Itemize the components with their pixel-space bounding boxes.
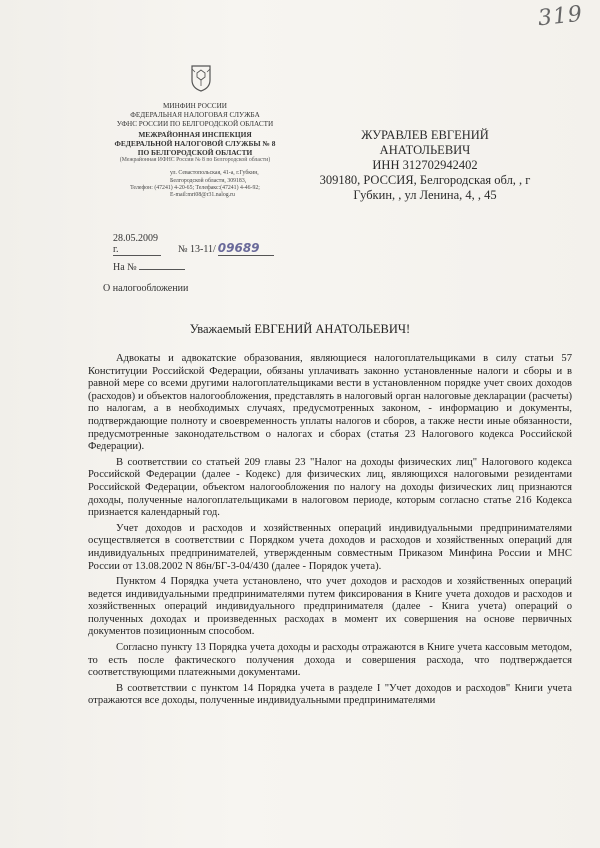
sender-address-region: Белгородской области, 309183, bbox=[170, 177, 247, 184]
body-paragraph: Пунктом 4 Порядка учета установлено, что учет доходов и расходов и хозяйственных операций ведется индивидуальными предпринимателями путем фиксирования в Книге учета доходов и расходов и хозяйственных операций индивидуального предпринимателя (далее - Книга учета) операций о полученных доходах и произведенных расходах в момент их совершения на основе первичных документов позиционным способом. bbox=[88, 576, 572, 638]
handwritten-page-number: 319 bbox=[536, 1, 585, 32]
recipient-surname: ЖУРАВЛЕВ ЕВГЕНИЙ bbox=[361, 128, 489, 142]
sender-phone: Телефон: (47241) 4-20-65; Телефакс:(47241) 4-46-92; bbox=[130, 184, 260, 191]
coat-of-arms-icon bbox=[188, 64, 214, 92]
letter-number-prefix: № 13-11/ bbox=[178, 244, 216, 255]
sender-short-name: (Межрайонная ИФНС России № 8 по Белгородской области) bbox=[119, 157, 271, 164]
letter-greeting: Уважаемый ЕВГЕНИЙ АНАТОЛЬЕВИЧ! bbox=[189, 322, 411, 336]
sender-block bbox=[100, 102, 290, 199]
reference-label: На № bbox=[113, 262, 137, 273]
sender-service: ФЕДЕРАЛЬНАЯ НАЛОГОВАЯ СЛУЖБА bbox=[130, 111, 260, 120]
sender-region: ПО БЕЛГОРОДСКОЙ ОБЛАСТИ bbox=[137, 148, 253, 158]
recipient-inn: ИНН 312702942402 bbox=[372, 158, 478, 172]
sender-inspection: МЕЖРАЙОННАЯ ИНСПЕКЦИЯ bbox=[138, 129, 252, 139]
letter-number-handwritten: 09689 bbox=[218, 241, 274, 256]
body-paragraph: Учет доходов и расходов и хозяйственных операций индивидуальными предпринимателями осуществляется в соответствии с Порядком учета доходов и расходов и хозяйственных операций для индивидуальных предпринимателей, утвержденным совместным Приказом Минфина России и МНС России от 13.08.2002 N 86н/БГ-3-04/430 (далее - Порядок учета). bbox=[88, 522, 572, 572]
letter-subject: О налогообложении bbox=[103, 283, 189, 294]
sender-address-street: ул. Севастопольская, 41-а, г.Губкин, bbox=[170, 170, 259, 177]
sender-email: E-mail:mri08@r31.nalog.ru bbox=[170, 192, 235, 199]
reference-blank bbox=[139, 269, 185, 270]
body-paragraph: Адвокаты и адвокатские образования, являющиеся налогоплательщиками в силу статьи 57 Конституции Российской Федерации, обязаны уплачивать законно установленные налоги и сборы и в равной мере со всеми другими налогоплательщиками вести в установленном порядке учет своих доходов (расходов) и объектов налогообложения, представлять в налоговый орган налоговые декларации (расчеты) по налогам, а в необходимых случаях, предусмотренных законом, - информацию и документы, подтверждающие полноту и своевременность уплаты налогов и сборов, а также нести иные обязанности, предусмотренные законодательством о налогах и сборах (статья 23 Налогового кодекса Российской Федерации). bbox=[88, 353, 572, 453]
recipient-block bbox=[305, 128, 545, 203]
recipient-patronymic: АНАТОЛЬЕВИЧ bbox=[379, 143, 471, 157]
sender-inspection-number: ФЕДЕРАЛЬНОЙ НАЛОГОВОЙ СЛУЖБЫ № 8 bbox=[114, 138, 276, 148]
body-paragraph: В соответствии с пунктом 14 Порядка учета в разделе I "Учет доходов и расходов" Книги учета отражаются все доходы, полученные индивидуальными предпринимателями bbox=[88, 682, 572, 707]
date-number-line bbox=[113, 233, 274, 256]
recipient-address-line2: Губкин, , ул Ленина, 4, , 45 bbox=[353, 188, 497, 202]
body-paragraph: В соответствии со статьей 209 главы 23 "Налог на доходы физических лиц" Налогового кодекса Российской Федерации (далее - Кодекс) для физических лиц, являющихся налоговыми резидентами Российской Федерации, объектом налогообложения по налогу на доходы физических лиц признаются доходы, полученные налогоплательщиками в налоговом периоде, которым согласно статье 216 Кодекса признается календарный год. bbox=[88, 456, 572, 519]
sender-department: УФНС РОССИИ ПО БЕЛГОРОДСКОЙ ОБЛАСТИ bbox=[116, 120, 274, 129]
body-paragraph: Согласно пункту 13 Порядка учета доходы и расходы отражаются в Книге учета кассовым методом, то есть после фактического получения дохода и совершения расхода, что подтверждается соответствующими платежными документами. bbox=[88, 642, 572, 679]
reference-line bbox=[113, 262, 185, 273]
recipient-address-line1: 309180, РОССИЯ, Белгородская обл, , г bbox=[319, 173, 531, 187]
sender-ministry: МИНФИН РОССИИ bbox=[163, 102, 227, 110]
letter-body bbox=[88, 353, 572, 711]
letter-date: 28.05.2009 г. bbox=[113, 233, 161, 256]
